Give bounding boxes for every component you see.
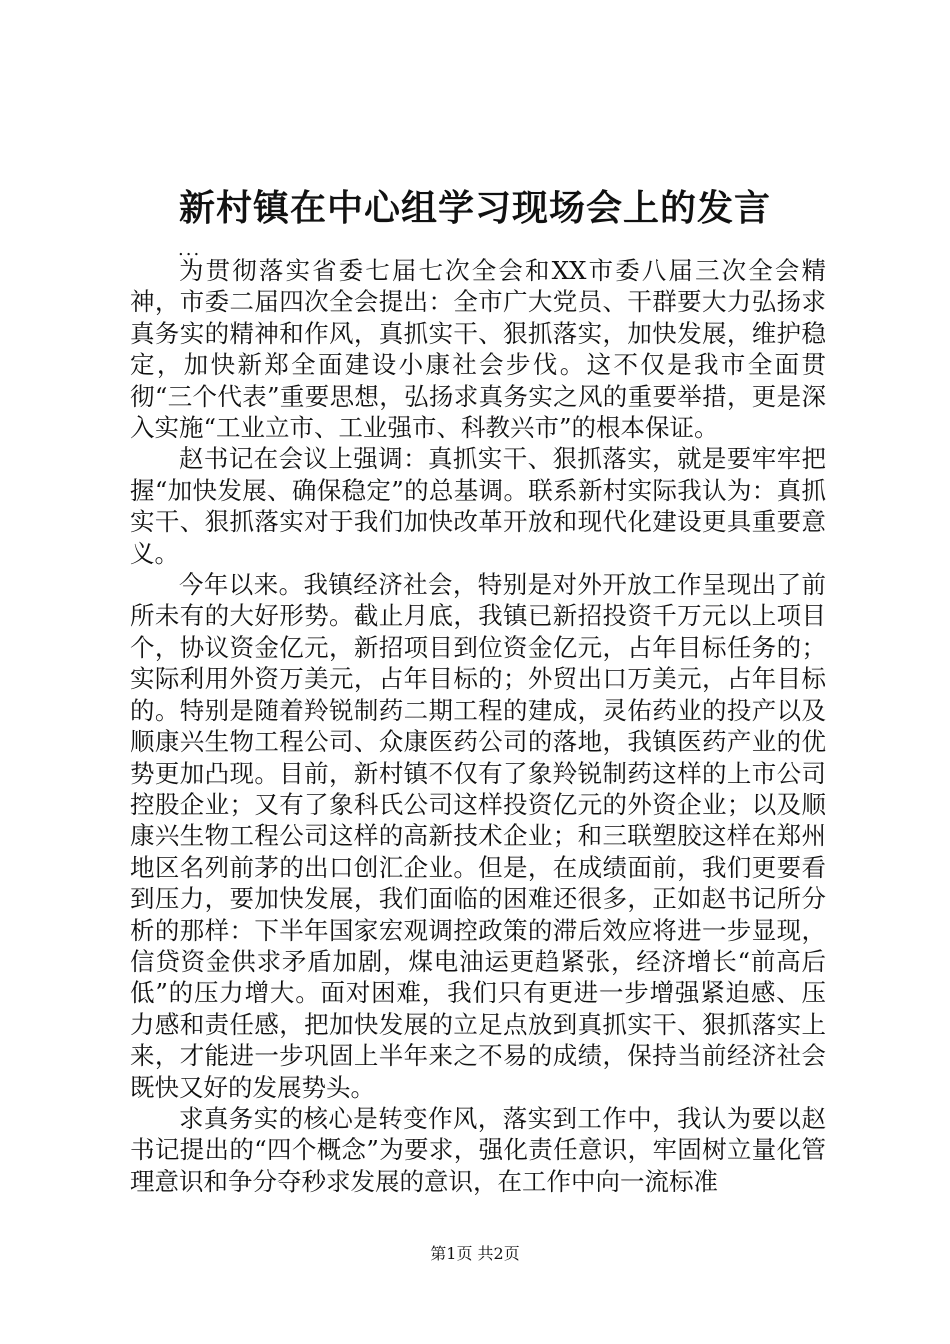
paragraph-1: 为贯彻落实省委七届七次全会和XX市委八届三次全会精神，市委二届四次全会提出：全市广大党员、干群要大力弘扬求真务实的精神和作风，真抓实干、狠抓落实，加快发展，维护稳定，加快新郑全面建设小康社会步伐。这不仅是我市全面贯彻“三个代表”重要思想，弘扬求真务实之风的重要举措，更是深入实施“工业立市、工业强市、科教兴市”的根本保证。: [130, 256, 826, 443]
page-footer: 第1页 共2页: [430, 1244, 520, 1263]
paragraph-4: 求真务实的核心是转变作风，落实到工作中，我认为要以赵书记提出的“四个概念”为要求，强化责任意识，牢固树立量化管理意识和争分夺秒求发展的意识，在工作中向一流标准: [130, 1103, 826, 1196]
paragraph-2: 赵书记在会议上强调：真抓实干、狠抓落实，就是要牢牢把握“加快发展、确保稳定”的总基调。联系新村实际我认为：真抓实干、狠抓落实对于我们加快改革开放和现代化建设更具重要意义。: [130, 444, 826, 568]
document-title: 新村镇在中心组学习现场会上的发言: [178, 187, 771, 229]
ellipsis-mark: ...: [178, 239, 202, 260]
document-body: [130, 255, 826, 1197]
paragraph-3: 今年以来。我镇经济社会，特别是对外开放工作呈现出了前所未有的大好形势。截止月底，我镇已新招投资千万元以上项目个，协议资金亿元，新招项目到位资金亿元，占年目标任务的；实际利用外资万美元，占年目标的；外贸出口万美元，占年目标的。特别是随着羚锐制药二期工程的建成，灵佑药业的投产以及顺康兴生物工程公司、众康医药公司的落地，我镇医药产业的优势更加凸现。目前，新村镇不仅有了象羚锐制药这样的上市公司控股企业；又有了象科氏公司这样投资亿元的外资企业；以及顺康兴生物工程公司这样的高新技术企业；和三联塑胶这样在郑州地区名列前茅的出口创汇企业。但是，在成绩面前，我们更要看到压力，要加快发展，我们面临的困难还很多，正如赵书记所分析的那样：下半年国家宏观调控政策的滞后效应将进一步显现，信贷资金供求矛盾加剧，煤电油运更趋紧张，经济增长“前高后低”的压力增大。面对困难，我们只有更进一步增强紧迫感、压力感和责任感，把加快发展的立足点放到真抓实干、狠抓落实上来，才能进一步巩固上半年来之不易的成绩，保持当前经济社会既快又好的发展势头。: [130, 570, 826, 1102]
